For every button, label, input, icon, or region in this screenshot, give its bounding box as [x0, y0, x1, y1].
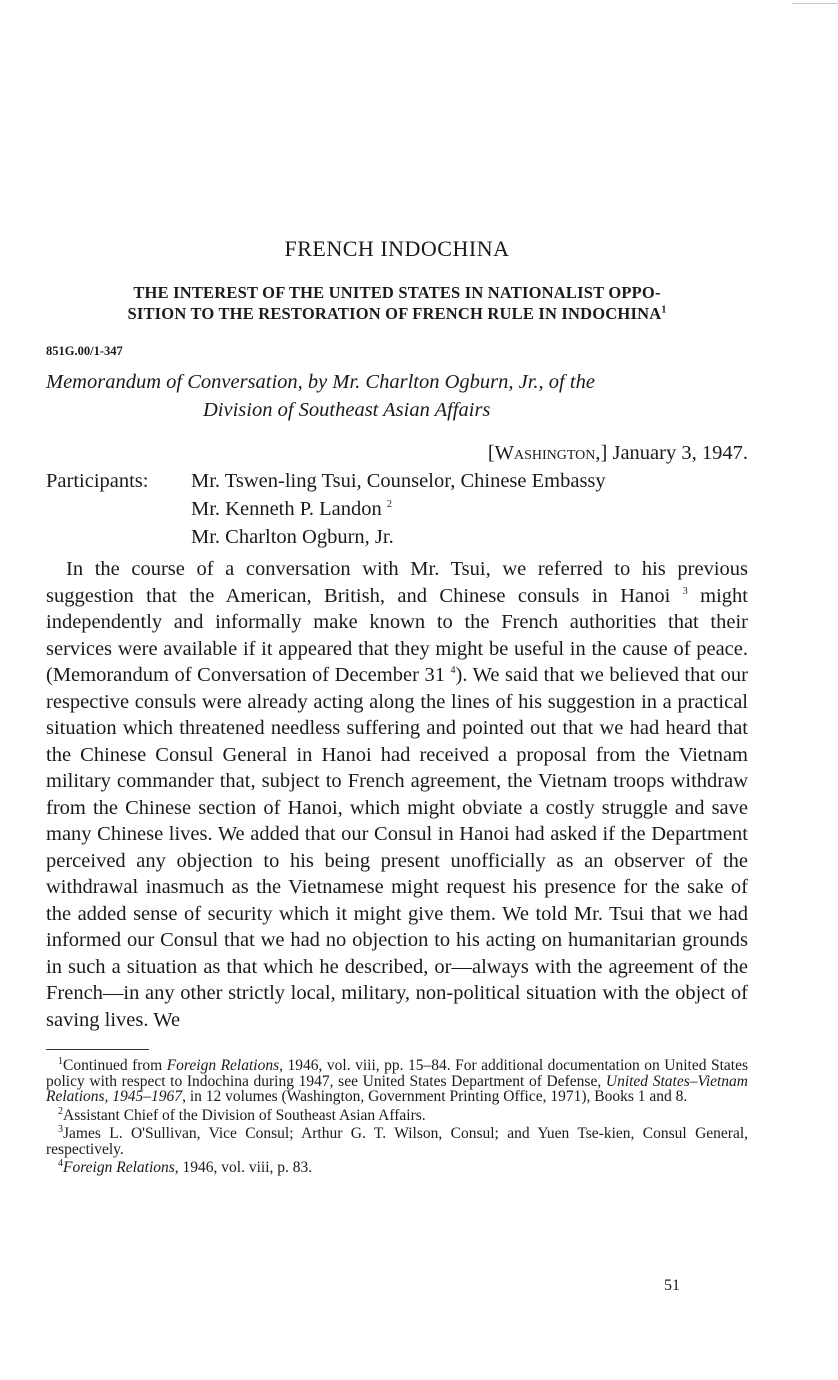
page-title: FRENCH INDOCHINA — [284, 236, 510, 261]
footnote-1-text-b: , 1946, vol. viii, pp. 15–84. For additional documentation on United States policy with respect to Indochina during 1947, see United States Department of Defense, — [46, 1057, 748, 1090]
footnote-4 — [46, 1157, 748, 1176]
footnote-ref-2: 2 — [386, 499, 392, 511]
footnote-1-text-a: Continued from — [63, 1057, 167, 1074]
footnote-ref-3: 3 — [682, 585, 688, 597]
footnote-2-text: Assistant Chief of the Division of Southeast Asian Affairs. — [63, 1106, 426, 1124]
participants-block — [46, 467, 748, 551]
memo-title — [46, 368, 748, 424]
participant-1: Mr. Tswen-ling Tsui, Counselor, Chinese Embassy — [191, 470, 606, 492]
file-number: 851G.00/1-347 — [46, 344, 123, 358]
document-page — [46, 236, 748, 1179]
footnote-3 — [46, 1123, 748, 1158]
footnote-1-text-c: , in 12 volumes (Washington, Government Printing Office, 1971), Books 1 and 8. — [182, 1088, 688, 1105]
page-edge-line — [792, 3, 838, 4]
footnote-2-number: 2 — [58, 1105, 63, 1117]
footnote-1-number: 1 — [58, 1055, 63, 1067]
footnote-1-title-a: Foreign Relations — [166, 1057, 280, 1074]
section-heading-line-2: SITION TO THE RESTORATION OF FRENCH RULE IN INDOCHINA — [127, 304, 662, 323]
participant-2 — [191, 495, 392, 523]
dateline — [46, 439, 748, 467]
dateline-place: [Washington,] — [487, 442, 608, 464]
footnote-4-number: 4 — [58, 1157, 63, 1169]
memo-title-line-2: Division of Southeast Asian Affairs — [203, 399, 491, 421]
body-text-part-1: In the course of a conversation with Mr. Tsui, we referred to his previous suggestion that the American, British, and Chinese consuls in Hanoi — [46, 558, 748, 607]
participant-2-name: Mr. Kenneth P. Landon — [191, 498, 382, 520]
body-text-part-2: might independently and informally make known to the French authorities that their services were available if it appeared that they might be useful in the cause of peace. (Memorandum of Conversation of December 31 — [46, 584, 749, 686]
section-heading — [46, 282, 748, 324]
footnote-2 — [46, 1105, 748, 1124]
section-heading-line-1: THE INTEREST OF THE UNITED STATES IN NATIONALIST OPPO- — [133, 283, 661, 302]
participants-label: Participants: — [46, 470, 149, 492]
footnote-ref-4: 4 — [450, 665, 456, 677]
body-paragraph — [46, 556, 748, 1033]
page-number: 51 — [664, 1277, 680, 1294]
memo-title-line-1: Memorandum of Conversation, by Mr. Charlton Ogburn, Jr., of the — [46, 371, 595, 393]
participant-3: Mr. Charlton Ogburn, Jr. — [191, 526, 394, 548]
footnote-1-title-b: United States–Vietnam Relations, 1945–1967 — [46, 1072, 748, 1105]
footnote-divider — [46, 1049, 149, 1050]
footnote-4-title: Foreign Relations — [63, 1159, 175, 1176]
footnote-3-number: 3 — [58, 1123, 63, 1135]
footnote-1 — [46, 1055, 748, 1105]
dateline-date: January 3, 1947. — [612, 442, 748, 464]
footnote-ref-1: 1 — [661, 304, 667, 316]
footnote-4-text: , 1946, vol. viii, p. 83. — [174, 1159, 313, 1176]
footnotes — [46, 1055, 748, 1176]
footnote-3-text: James L. O'Sullivan, Vice Consul; Arthur G. T. Wilson, Consul; and Yuen Tse-kien, Consul General, respectively. — [46, 1125, 748, 1158]
body-text-part-3: ). We said that we believed that our respective consuls were already acting along the lines of his suggestion in a practical situation which threatened needless suffering and pointed out that we had heard that the Chinese Consul General in Hanoi had received a proposal from the Vietnam military commander that, subject to French agreement, the Vietnam troops withdraw from the Chinese section of Hanoi, which might obviate a costly struggle and save many Chinese lives. We added that our Consul in Hanoi had asked if the Department perceived any objection to his being present unofficially as an observer of the withdrawal inasmuch as the Vietnamese might request his presence for the sake of the added sense of security which it might give them. We told Mr. Tsui that we had informed our Consul that we had no objection to his acting on humanitarian grounds in such a situation as that which he described, or—always with the agreement of the French—in any other strictly local, military, non-political situation with the object of saving lives. We — [46, 664, 749, 1031]
